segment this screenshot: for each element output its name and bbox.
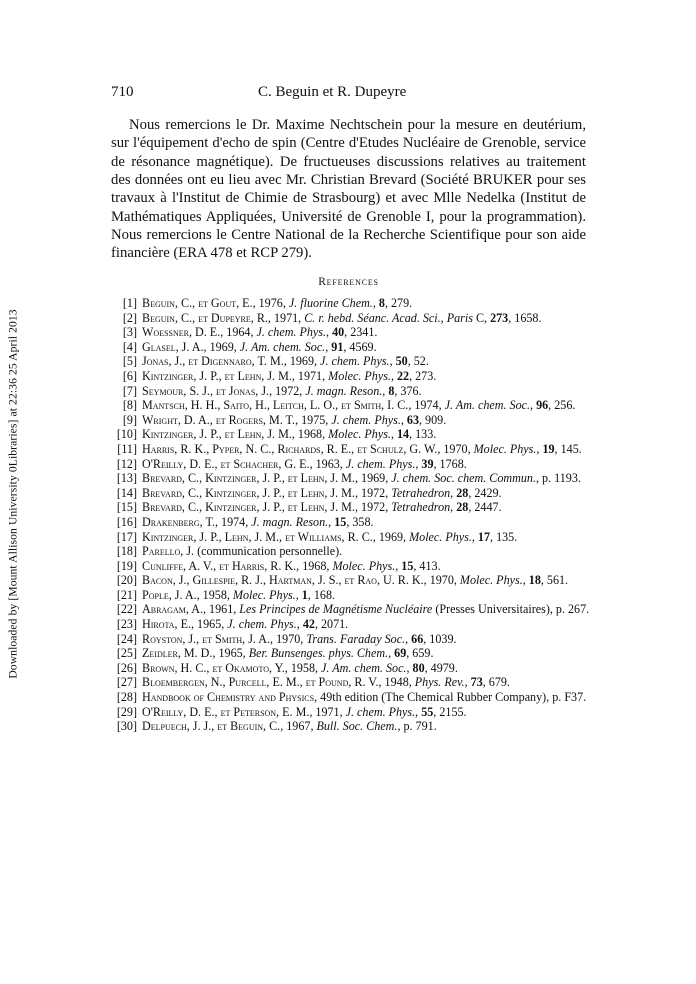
reference-authors: Hirota, E. (142, 617, 191, 632)
reference-authors: Handbook of Chemistry and Physics (142, 690, 315, 705)
reference-pages: , 52. (407, 354, 429, 369)
reference-volume: 66 (411, 631, 424, 646)
reference-volume: 15 (401, 558, 414, 573)
reference-authors: Mantsch, H. H., Saito, H., Leitch, L. O., et Smith, I. C. (142, 398, 409, 413)
reference-journal: Trans. Faraday Soc. (306, 631, 406, 646)
reference-authors: Brown, H. C., et Okamoto, Y. (142, 660, 285, 675)
reference-number: [2] (122, 310, 137, 325)
reference-pages: , 2155. (433, 704, 467, 719)
reference-journal: J. chem. Phys. (345, 456, 416, 471)
reference-pages: , 1658. (508, 310, 542, 325)
reference-volume: 19 (542, 441, 555, 456)
reference-pages: , 358. (346, 514, 374, 529)
reference-volume: 28 (456, 500, 469, 515)
reference-number: [15] (116, 500, 137, 515)
reference-pages: , 2341. (344, 325, 378, 340)
reference-journal: Molec. Phys. (473, 441, 537, 456)
reference-year: , 49th edition (The Chemical Rubber Company), p. F37. (314, 690, 587, 705)
references-heading: References (318, 276, 379, 288)
reference-pages: , 4569. (343, 339, 377, 354)
reference-authors: Kintzinger, J. P., Lehn, J. M., et Williams, R. C. (142, 529, 373, 544)
reference-pages: , 1768. (433, 456, 467, 471)
reference-item (110, 471, 590, 486)
reference-journal: J. Am. chem. Soc. (321, 660, 407, 675)
reference-number: [9] (122, 412, 137, 427)
reference-authors: Zeidler, M. D. (142, 646, 213, 661)
reference-number: [10] (116, 427, 137, 442)
reference-journal: Molec. Phys. (328, 368, 391, 383)
reference-pages: , 133. (409, 427, 437, 442)
reference-authors: Delpuech, J. J., et Beguin, C. (142, 719, 281, 734)
reference-year: , 1969, (283, 354, 321, 369)
reference-authors: Brevard, C., Kintzinger, J. P., et Lehn, J. M. (142, 485, 355, 500)
reference-journal: J. chem. Phys. (331, 412, 401, 427)
reference-number: [1] (122, 296, 137, 310)
reference-item (110, 559, 590, 574)
reference-item (110, 486, 590, 501)
reference-number: [29] (116, 704, 137, 719)
reference-authors: Pople, J. A. (142, 587, 197, 602)
reference-number: [7] (122, 383, 137, 398)
reference-volume: 18 (528, 573, 541, 588)
reference-number: [20] (116, 573, 137, 588)
reference-volume: 96 (536, 398, 549, 413)
reference-separator: , (395, 558, 402, 573)
reference-number: [27] (116, 675, 137, 690)
reference-year: , 1974, (408, 398, 445, 413)
reference-separator: , (415, 456, 422, 471)
reference-journal: J. chem. Phys. (256, 325, 327, 340)
reference-year: , 1976, (252, 296, 289, 310)
page-number: 710 (111, 84, 134, 100)
reference-separator: , (522, 573, 529, 588)
reference-journal: Phys. Rev. (414, 675, 465, 690)
reference-item (110, 340, 590, 355)
acknowledgement-text: Nous remercions le Dr. Maxime Nechtschein pour la mesure en deutérium, sur l'équipement d'echo de spin (Centre d'Etudes Nucléaire de Grenoble, service de résonance magnétique). De fructueuses discussions relatives au traitement des données ont eu lieu avec Mr. Christian Brevard (Société BRUKER pour ses travaux à l'Institut de Chimie de Strasbourg) et avec Mlle Nedelka (Institut de Mathématiques Appliquées, Université de Grenoble I, pour la programmation). Nous remercions le Centre National de la Recherche Scientifique pour son aide financière (ERA 478 et RCP 279). (111, 117, 586, 262)
reference-volume: 8 (388, 383, 395, 398)
reference-authors: Kintzinger, J. P., et Lehn, J. M. (142, 368, 292, 383)
reference-authors: Woessner, D. E. (142, 325, 221, 340)
reference-pages: , 273. (409, 368, 437, 383)
reference-number: [24] (116, 631, 137, 646)
reference-pages: , 561. (540, 573, 569, 588)
acknowledgement-paragraph (111, 116, 586, 263)
reference-item (110, 690, 590, 705)
reference-separator: , (326, 325, 333, 340)
reference-authors: Drakenberg, T. (142, 514, 215, 529)
reference-item (110, 296, 590, 311)
reference-pages: , 1039. (423, 631, 457, 646)
reference-volume: 80 (412, 660, 425, 675)
reference-separator: , (530, 398, 537, 413)
reference-journal: Tetrahedron (391, 500, 451, 515)
reference-volume: 55 (421, 704, 434, 719)
reference-authors: Glasel, J. A. (142, 339, 204, 354)
reference-year: , 1958, (196, 587, 233, 602)
reference-number: [28] (116, 690, 137, 705)
reference-separator: , (415, 704, 422, 719)
reference-authors: Wright, D. A., et Rogers, M. T. (142, 412, 296, 427)
reference-item (110, 325, 590, 340)
reference-item (110, 398, 590, 413)
reference-volume: 28 (456, 485, 469, 500)
reference-volume: 63 (406, 412, 419, 427)
reference-number: [19] (116, 558, 137, 573)
reference-item (110, 705, 590, 720)
reference-year: , 1961, (203, 602, 240, 617)
reference-number: [26] (116, 660, 137, 675)
reference-separator: , (382, 383, 389, 398)
reference-number: [8] (122, 398, 137, 413)
reference-pages: , 659. (406, 646, 434, 661)
reference-year: , 1965, (212, 646, 249, 661)
reference-separator: , (388, 646, 395, 661)
reference-journal: Bull. Soc. Chem. (316, 719, 398, 734)
reference-item (110, 646, 590, 661)
reference-item (110, 573, 590, 588)
reference-journal: J. fluorine Chem. (288, 296, 373, 310)
reference-year: , 1965, (191, 617, 228, 632)
reference-year: , 1969, (203, 339, 240, 354)
reference-separator: , (390, 427, 397, 442)
download-watermark-text: Downloaded by [Mount Allison University 0Libraries] at 22:36 25 April 2013 (6, 309, 20, 679)
reference-authors: Bacon, J., Gillespie, R. J., Hartman, J. S., et Rao, U. R. K. (142, 573, 424, 588)
reference-authors: Beguin, C., et Dupeyre, R. (142, 310, 268, 325)
reference-list (110, 296, 590, 734)
reference-volume: 91 (331, 339, 344, 354)
reference-journal: Molec. Phys. (459, 573, 523, 588)
reference-number: [23] (116, 617, 137, 632)
reference-number: [13] (116, 471, 137, 486)
reference-pages: p. 1193. (542, 471, 581, 486)
reference-separator: , (450, 485, 457, 500)
reference-year: , 1964, (220, 325, 257, 340)
reference-volume: 273 (490, 310, 509, 325)
reference-item (110, 354, 590, 369)
reference-year: , 1972, (269, 383, 306, 398)
reference-journal: J. Am. chem. Soc. (239, 339, 326, 354)
reference-number: [11] (117, 441, 137, 456)
reference-item (110, 588, 590, 603)
reference-number: [17] (116, 529, 137, 544)
reference-number: [22] (116, 602, 137, 617)
reference-separator: , (536, 441, 543, 456)
reference-volume: 40 (332, 325, 345, 340)
reference-separator: , (406, 660, 413, 675)
reference-year: , 1958, (284, 660, 322, 675)
reference-journal: Tetrahedron (391, 485, 451, 500)
reference-separator: , (397, 719, 404, 734)
reference-item (110, 632, 590, 647)
reference-number: [6] (122, 368, 137, 383)
reference-pages: (Presses Universitaires), p. 267. (432, 602, 590, 617)
reference-authors: O'Reilly, D. E., et Peterson, E. M. (142, 704, 310, 719)
reference-year: , 1963, (309, 456, 346, 471)
reference-number: [16] (116, 514, 137, 529)
reference-separator: , (389, 354, 396, 369)
reference-authors: Brevard, C., Kintzinger, J. P., et Lehn, J. M. (142, 471, 355, 486)
reference-number: [3] (122, 325, 137, 340)
reference-authors: Cunliffe, A. V., et Harris, R. K. (142, 558, 297, 573)
reference-separator: , (450, 500, 457, 515)
reference-authors: Kintzinger, J. P., et Lehn, J. M. (142, 427, 292, 442)
reference-item (110, 369, 590, 384)
reference-volume: 73 (470, 675, 483, 690)
reference-journal: J. chem. Phys. (227, 617, 297, 632)
reference-volume: 8 (378, 296, 385, 310)
reference-year: , 1968, (291, 427, 329, 442)
reference-authors: Brevard, C., Kintzinger, J. P., et Lehn, J. M. (142, 500, 355, 515)
reference-authors: Parello, J. (142, 544, 195, 559)
reference-number: [18] (116, 544, 137, 559)
reference-pages: , 2447. (468, 500, 502, 515)
reference-pages: , 413. (413, 558, 441, 573)
reference-authors: Beguin, C., et Gout, E. (142, 296, 253, 310)
reference-number: [12] (116, 456, 137, 471)
reference-separator: , (325, 339, 332, 354)
reference-item (110, 661, 590, 676)
reference-item (110, 427, 590, 442)
reference-journal: J. chem. Phys. (320, 354, 390, 369)
reference-year: , 1975, (295, 412, 332, 427)
reference-number: [14] (116, 485, 137, 500)
reference-pages: , 2071. (314, 617, 349, 632)
reference-item (110, 544, 590, 559)
reference-item (110, 617, 590, 632)
reference-authors: Jonas, J., et Digennaro, T. M. (142, 354, 284, 369)
reference-authors: Harris, R. K., Pyper, N. C., Richards, R. E., et Schulz, G. W. (142, 441, 438, 456)
reference-journal: J. chem. Phys. (345, 704, 416, 719)
reference-year: , 1970, (423, 573, 460, 588)
reference-year: , 1972, (354, 500, 392, 515)
reference-year: , 1971, (267, 310, 305, 325)
reference-separator: , (400, 412, 407, 427)
reference-separator: , (295, 587, 302, 602)
download-watermark (2, 284, 24, 704)
reference-item (110, 442, 590, 457)
reference-pages: , 4979. (424, 660, 458, 675)
reference-item (110, 311, 590, 326)
reference-authors: O'Reilly, D. E., et Schacher, G. E. (142, 456, 310, 471)
reference-year: , 1974, (214, 514, 252, 529)
reference-number: [21] (116, 587, 137, 602)
reference-volume: 50 (395, 354, 408, 369)
reference-item (110, 413, 590, 428)
reference-item (110, 719, 590, 734)
reference-volume: 39 (421, 456, 434, 471)
reference-volume: 14 (396, 427, 410, 442)
reference-year: (communication personnelle). (194, 544, 343, 559)
reference-pages: , 679. (482, 675, 510, 690)
reference-year: , 1971, (291, 368, 329, 383)
reference-pages: , 145. (554, 441, 582, 456)
reference-number: [4] (122, 339, 137, 354)
reference-journal: J. magn. Reson. (251, 514, 329, 529)
reference-year: , 1948, (378, 675, 415, 690)
reference-item (110, 515, 590, 530)
reference-journal: C. r. hebd. Séanc. Acad. Sci., Paris (304, 310, 473, 325)
reference-journal: J. Am. chem. Soc. (444, 398, 531, 413)
reference-year: , 1970, (270, 631, 307, 646)
reference-item (110, 530, 590, 545)
reference-journal: Les Principes de Magnétisme Nucléaire (239, 602, 433, 617)
reference-volume: 1 (301, 587, 308, 602)
reference-separator: , (464, 675, 471, 690)
reference-number: [25] (116, 646, 137, 661)
reference-item (110, 602, 590, 617)
reference-pages: p. 791. (403, 719, 437, 734)
reference-volume: 15 (334, 514, 347, 529)
reference-volume: 69 (394, 646, 407, 661)
reference-separator: , (471, 529, 478, 544)
reference-year: , 1970, (437, 441, 474, 456)
reference-authors: Seymour, S. J., et Jonas, J. (142, 383, 270, 398)
reference-journal: J. chem. Soc. chem. Commun. (391, 471, 536, 486)
reference-item (110, 675, 590, 690)
reference-pages: , 168. (307, 587, 336, 602)
reference-journal: Ber. Bunsenges. phys. Chem. (248, 646, 389, 661)
reference-year: , 1969, (372, 529, 410, 544)
reference-item (110, 500, 590, 515)
reference-separator: , (405, 631, 412, 646)
reference-year: , 1971, (309, 704, 346, 719)
reference-pages: , 135. (490, 529, 518, 544)
reference-journal: Molec. Phys. (328, 427, 391, 442)
reference-year: , 1967, (280, 719, 317, 734)
reference-pages: , 256. (548, 398, 576, 413)
reference-year: , 1968, (296, 558, 333, 573)
reference-volume: 22 (396, 368, 410, 383)
reference-journal: Molec. Phys. (332, 558, 396, 573)
reference-journal: J. magn. Reson. (305, 383, 383, 398)
reference-pages: , 909. (419, 412, 447, 427)
reference-separator: , (390, 368, 397, 383)
reference-authors: Abragam, A. (142, 602, 203, 617)
running-head: C. Beguin et R. Dupeyre (258, 84, 407, 100)
reference-item (110, 457, 590, 472)
reference-year: , 1969, (354, 471, 392, 486)
reference-separator: C, (472, 310, 491, 325)
reference-number: [30] (116, 719, 137, 734)
reference-item (110, 384, 590, 399)
reference-separator: , (328, 514, 335, 529)
reference-journal: Molec. Phys. (409, 529, 472, 544)
reference-volume: 42 (302, 617, 315, 632)
reference-authors: Bloembergen, N., Purcell, E. M., et Pound, R. V. (142, 675, 379, 690)
reference-volume: 17 (477, 529, 491, 544)
reference-separator: , (372, 296, 379, 310)
reference-authors: Royston, J., et Smith, J. A. (142, 631, 271, 646)
reference-number: [5] (122, 354, 137, 369)
reference-separator: , (536, 471, 543, 486)
reference-pages: , 2429. (468, 485, 502, 500)
reference-journal: Molec. Phys. (232, 587, 296, 602)
reference-year: , 1972, (354, 485, 392, 500)
reference-separator: , (296, 617, 303, 632)
reference-pages: , 279. (384, 296, 413, 310)
reference-pages: , 376. (394, 383, 422, 398)
